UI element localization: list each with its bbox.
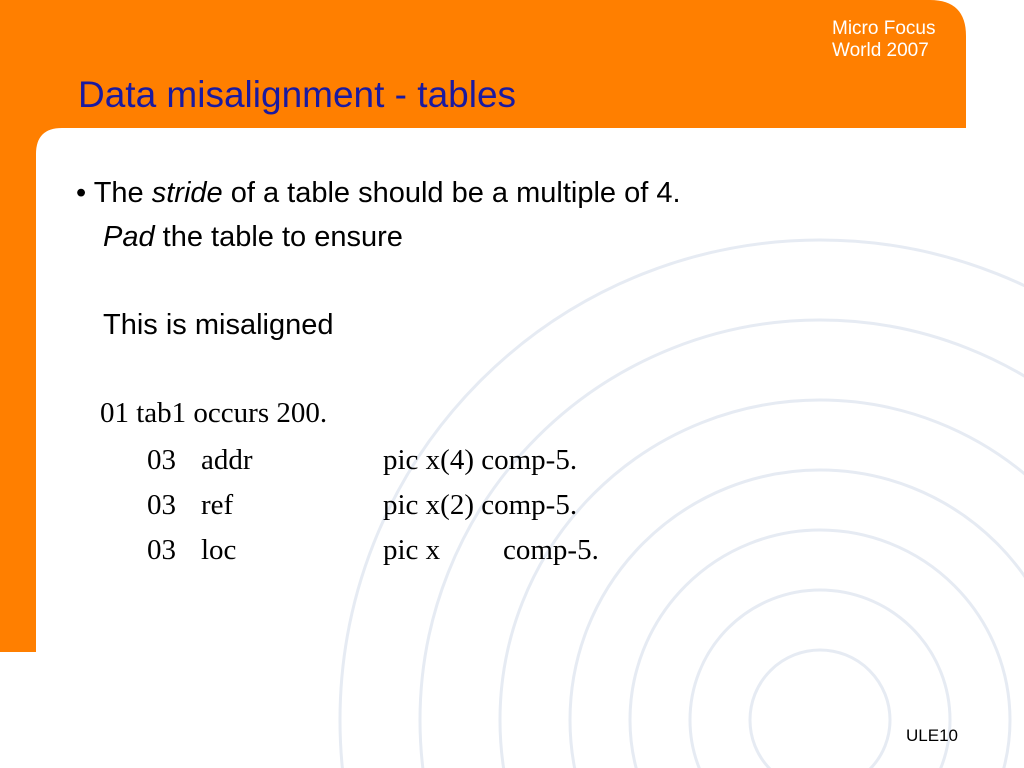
- code-field-name: loc: [201, 534, 237, 566]
- bullet-line: [76, 176, 681, 210]
- slide-title: Data misalignment - tables: [78, 74, 517, 115]
- misaligned-note: This is misaligned: [103, 309, 334, 341]
- bullet-continuation: [103, 220, 403, 254]
- code-pic-clause: pic x(4) comp-5.: [383, 444, 578, 476]
- code-level: 03: [147, 534, 176, 566]
- bullet-emphasis-stride: stride: [151, 177, 223, 209]
- bullet-text-post: of a table should be a multiple of 4.: [230, 177, 681, 209]
- bullet-emphasis-pad: Pad: [103, 221, 155, 253]
- code-header: 01 tab1 occurs 200.: [100, 397, 328, 429]
- bullet-text-post2: the table to ensure: [162, 221, 403, 253]
- bullet-text-pre: The: [93, 177, 144, 209]
- bullet-marker: •: [76, 177, 87, 209]
- slide-footer-id: ULE10: [906, 726, 958, 745]
- code-pic-clause: pic x(2) comp-5.: [383, 489, 578, 521]
- brand-logo: [832, 18, 935, 62]
- brand-line-1: Micro Focus: [832, 18, 936, 39]
- code-field-name: addr: [201, 444, 253, 476]
- code-field-name: ref: [201, 489, 234, 521]
- code-comp-clause: comp-5.: [503, 534, 599, 566]
- code-pic-clause: pic x: [383, 534, 441, 566]
- code-level: 03: [147, 489, 176, 521]
- code-level: 03: [147, 444, 176, 476]
- brand-line-2: World 2007: [832, 40, 929, 61]
